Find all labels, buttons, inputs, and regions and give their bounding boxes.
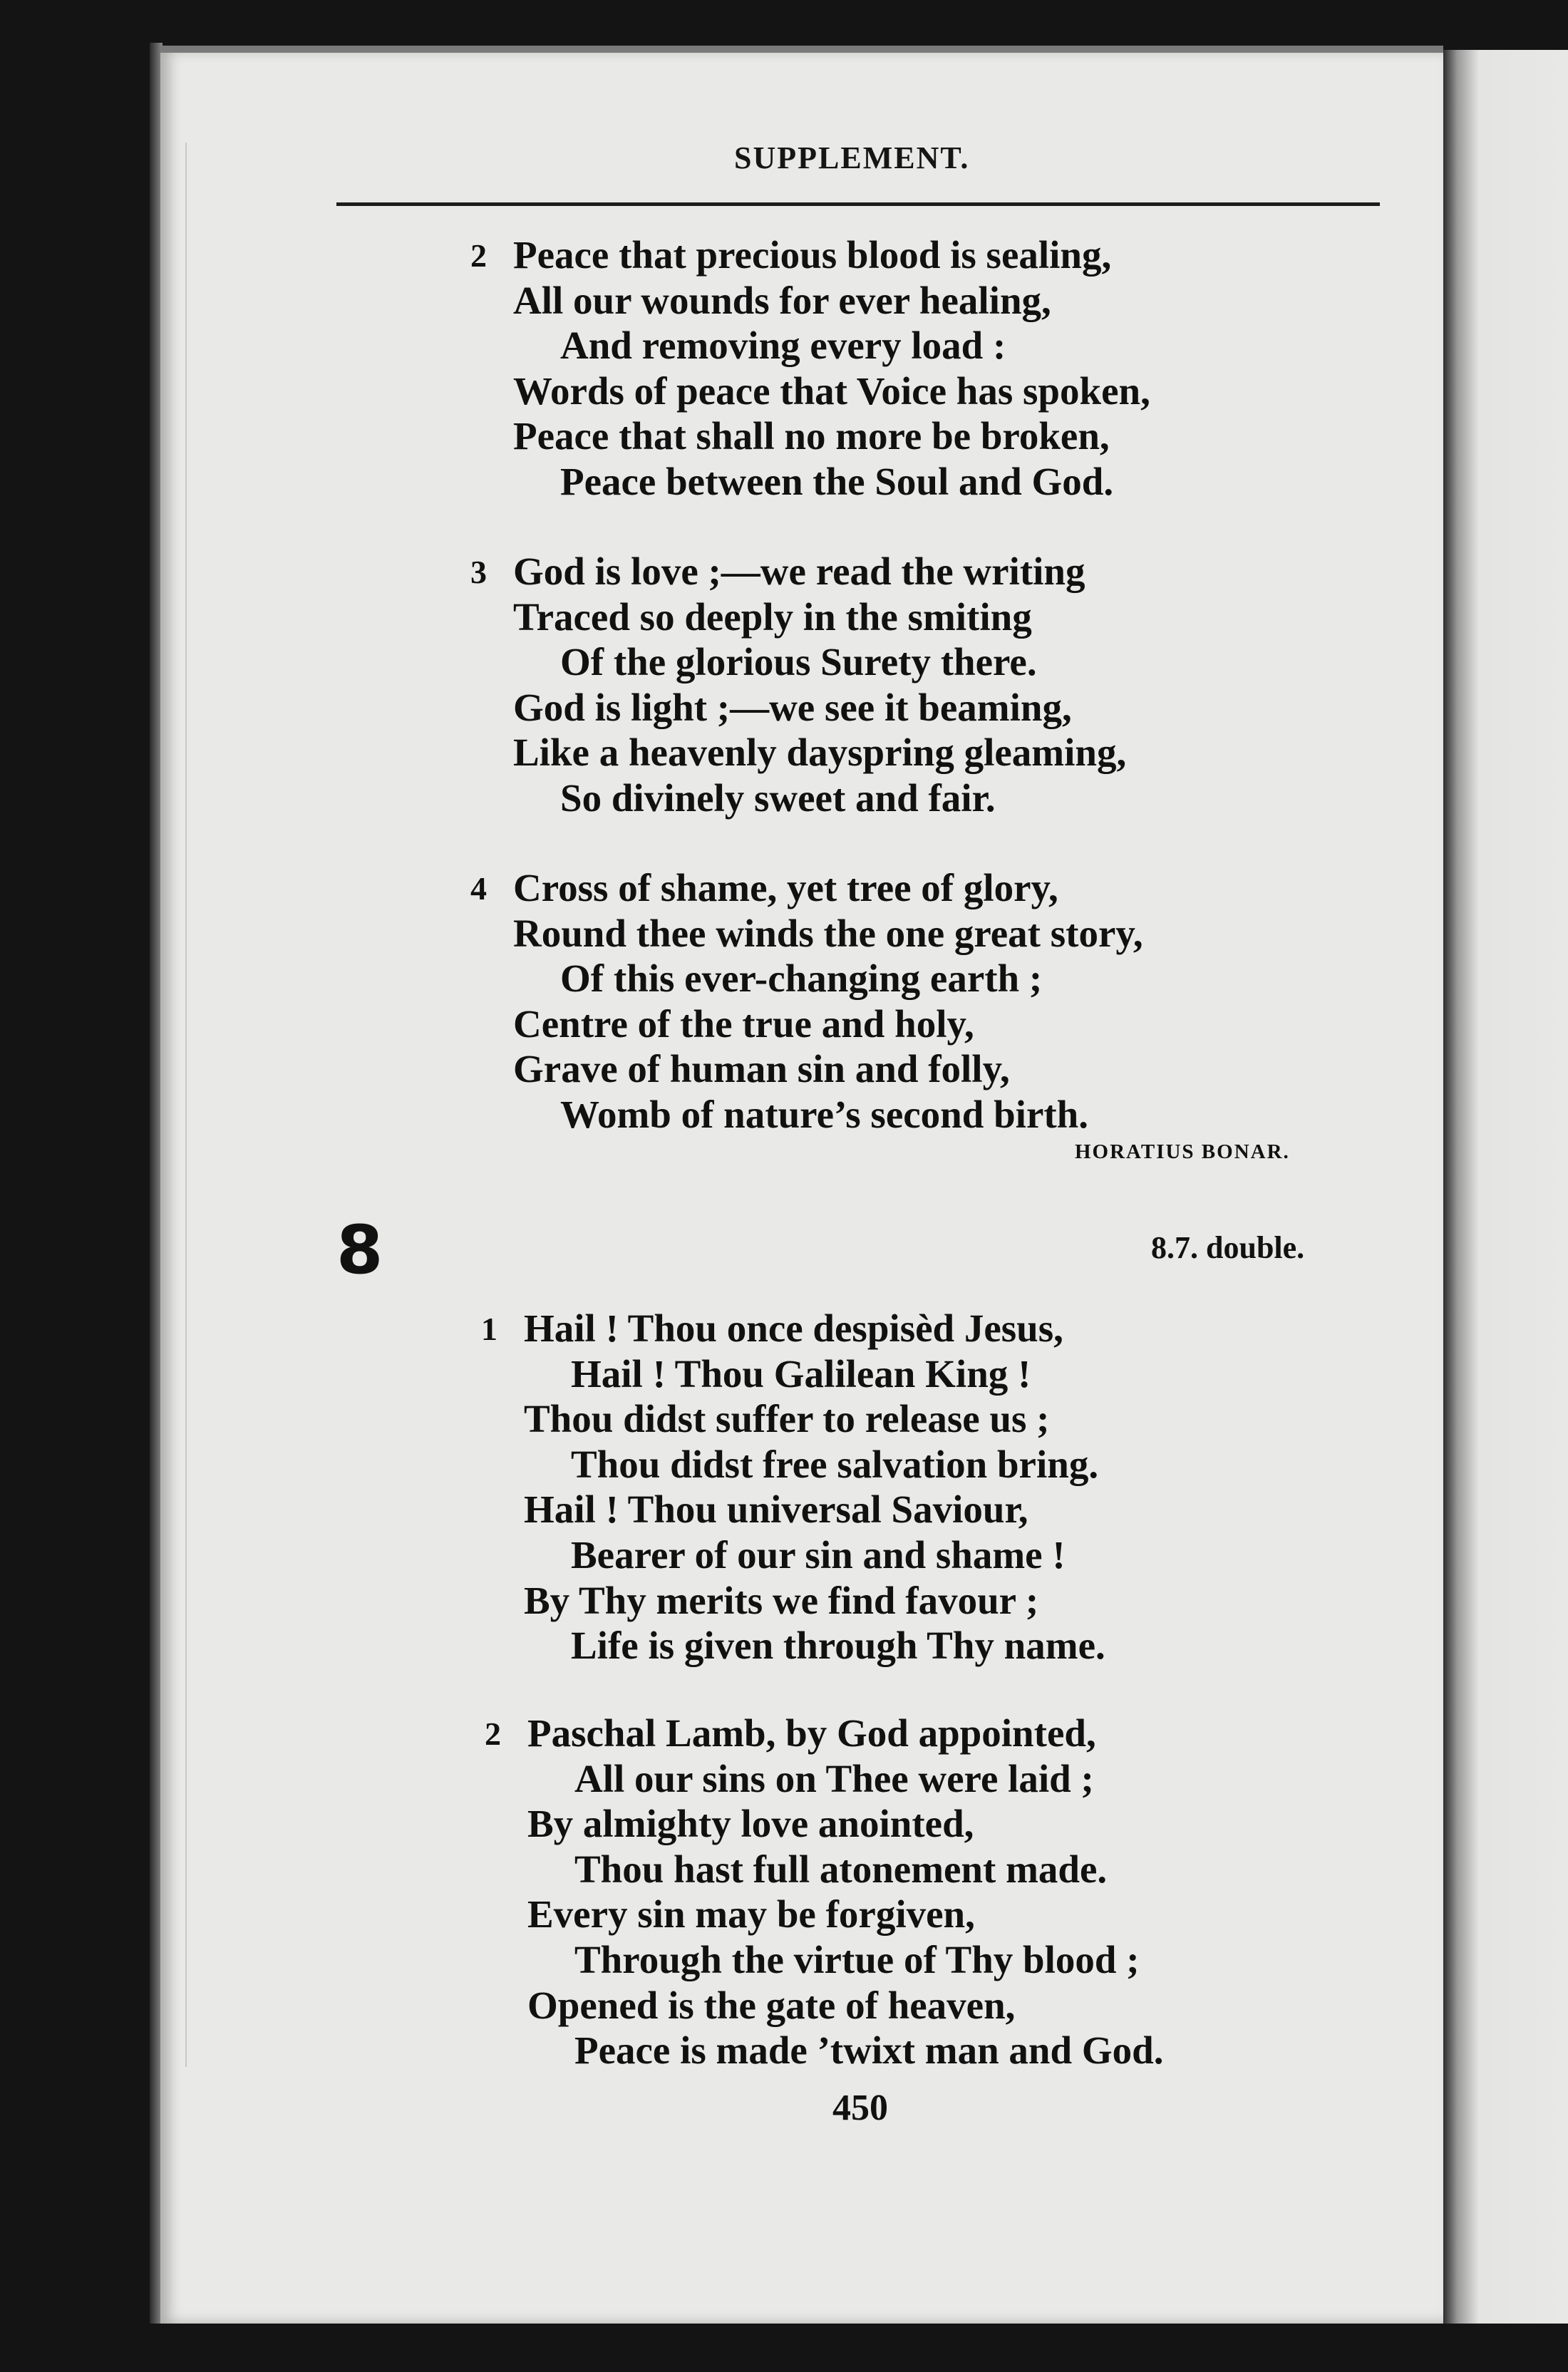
hymn7-stanza-3 [470,549,1127,821]
verse-line: Womb of nature’s second birth. [560,1092,1089,1136]
verse-line: Hail ! Thou Galilean King ! [571,1351,1031,1396]
verse-line: Peace that shall no more be broken, [513,414,1110,458]
verse-line: Peace is made ’twixt man and God. [574,2028,1164,2073]
verse-line: Peace that precious blood is sealing, [513,233,1112,277]
verse-line: Peace between the Soul and God. [560,459,1114,503]
verse-line: So divinely sweet and fair. [560,775,996,820]
verse-line: Words of peace that Voice has spoken, [513,368,1150,413]
stanza-number: 4 [470,870,487,907]
stanza-number: 3 [470,554,487,590]
verse-line: Grave of human sin and folly, [513,1047,1010,1091]
page-number: 450 [832,2088,888,2128]
verse-line: And removing every load : [560,324,1006,368]
verse-line: Round thee winds the one great story, [513,911,1143,955]
verse-line: Thou didst suffer to release us ; [524,1397,1050,1441]
hymn-author: HORATIUS BONAR. [1075,1140,1290,1163]
header-rule [336,202,1380,206]
verse-line: Of the glorious Surety there. [560,640,1037,684]
verse-line: All our wounds for ever healing, [513,278,1051,322]
verse-line: Like a heavenly dayspring gleaming, [513,731,1127,775]
verse-line: By Thy merits we find favour ; [524,1578,1039,1622]
verse-line: Opened is the gate of heaven, [527,1983,1016,2027]
verse-line: Centre of the true and holy, [513,1001,974,1046]
verse-line: Cross of shame, yet tree of glory, [513,866,1058,909]
verse-line: Thou hast full atonement made. [574,1847,1108,1891]
verse-line: Of this ever-changing earth ; [560,956,1043,1001]
verse-line: God is love ;—we read the writing [513,550,1085,593]
verse-line: Paschal Lamb, by God appointed, [527,1711,1096,1755]
verse-line: Traced so deeply in the smiting [513,594,1032,639]
hymn-meter: 8.7. double. [1151,1230,1305,1265]
hymn7-stanza-4 [470,865,1143,1138]
verse-line: God is light ;—we see it beaming, [513,685,1072,729]
verse-line: Thou didst free salvation bring. [571,1442,1099,1486]
verse-line: All our sins on Thee were laid ; [574,1756,1094,1800]
hymn8-stanza-2 [485,1711,1164,2073]
page-top-edge [160,46,1443,53]
gutter-shadow [185,143,187,2067]
stanza-number: 1 [481,1311,497,1347]
hymn7-stanza-2 [470,232,1150,505]
verse-line: Bearer of our sin and shame ! [571,1532,1066,1577]
verse-line: Every sin may be forgiven, [527,1892,975,1937]
facing-page-edge [1443,50,1568,2324]
stanza-number: 2 [485,1716,501,1752]
hymn-number: 8 [336,1212,383,1289]
running-head: SUPPLEMENT. [734,140,970,175]
verse-line: Hail ! Thou once despisèd Jesus, [524,1306,1063,1350]
stanza-number: 2 [470,237,487,274]
verse-line: Life is given through Thy name. [571,1624,1105,1668]
hymn8-stanza-1 [481,1306,1105,1669]
verse-line: By almighty love anointed, [527,1802,974,1846]
verse-line: Hail ! Thou universal Saviour, [524,1487,1028,1532]
verse-line: Through the virtue of Thy blood ; [574,1937,1140,1981]
